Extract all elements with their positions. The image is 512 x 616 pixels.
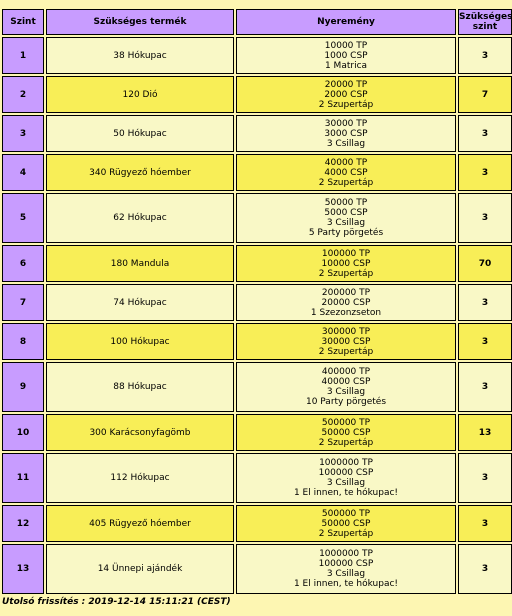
cell-level: 10	[2, 414, 44, 451]
prize-line: 10000 TP	[324, 40, 368, 51]
cell-level: 8	[2, 323, 44, 360]
prize-line: 3 Csillag	[326, 478, 366, 488]
cell-item: 180 Mandula	[46, 245, 234, 282]
prize-line: 40000 CSP	[321, 377, 371, 387]
table-row	[2, 76, 512, 113]
prize-line: 500000 TP	[321, 508, 371, 519]
cell-item: 340 Rügyező hóember	[46, 154, 234, 191]
prize-line: 40000 TP	[324, 157, 368, 168]
header-prize: Nyeremény	[236, 9, 456, 35]
last-updated: Utolsó frissítés : 2019-12-14 15:11:21 (CEST)	[2, 597, 231, 607]
cell-prize	[236, 453, 456, 503]
cell-item: 120 Dió	[46, 76, 234, 113]
prize-line: 500000 TP	[321, 417, 371, 428]
cell-prize	[236, 323, 456, 360]
table-row	[2, 323, 512, 360]
cell-item: 62 Hókupac	[46, 193, 234, 243]
cell-required-level: 3	[458, 284, 512, 321]
prize-line: 3 Csillag	[326, 218, 366, 228]
table-row	[2, 544, 512, 594]
cell-level: 1	[2, 37, 44, 74]
prize-line: 5000 CSP	[324, 208, 368, 218]
prize-line: 2 Szupertáp	[318, 268, 374, 279]
cell-prize	[236, 193, 456, 243]
cell-required-level: 3	[458, 362, 512, 412]
cell-item: 38 Hókupac	[46, 37, 234, 74]
prize-line: 5 Party pörgetés	[308, 228, 384, 238]
table-row	[2, 505, 512, 542]
table-row	[2, 284, 512, 321]
prize-line: 100000 TP	[321, 248, 371, 259]
table-row	[2, 362, 512, 412]
cell-required-level: 13	[458, 414, 512, 451]
cell-item: 50 Hókupac	[46, 115, 234, 152]
prize-line: 30000 TP	[324, 118, 368, 129]
cell-required-level: 70	[458, 245, 512, 282]
cell-required-level: 3	[458, 505, 512, 542]
cell-required-level: 3	[458, 154, 512, 191]
cell-level: 6	[2, 245, 44, 282]
cell-level: 2	[2, 76, 44, 113]
prize-line: 1 El innen, te hókupac!	[293, 579, 399, 589]
cell-level: 7	[2, 284, 44, 321]
prize-line: 100000 CSP	[318, 559, 374, 569]
prize-line: 2 Szupertáp	[318, 528, 374, 539]
prize-line: 2 Szupertáp	[318, 177, 374, 188]
cell-level: 12	[2, 505, 44, 542]
cell-prize	[236, 414, 456, 451]
prize-line: 2000 CSP	[324, 89, 368, 100]
prize-line: 10000 CSP	[321, 258, 371, 269]
cell-prize	[236, 284, 456, 321]
cell-item: 74 Hókupac	[46, 284, 234, 321]
cell-required-level: 3	[458, 544, 512, 594]
cell-prize	[236, 76, 456, 113]
prize-line: 300000 TP	[321, 326, 371, 337]
prize-line: 50000 TP	[324, 198, 368, 208]
cell-prize	[236, 154, 456, 191]
prize-line: 1 El innen, te hókupac!	[293, 488, 399, 498]
prize-line: 30000 CSP	[321, 336, 371, 347]
prize-line: 200000 TP	[321, 287, 371, 298]
prize-line: 100000 CSP	[318, 468, 374, 478]
header-required-line2: szint	[472, 22, 498, 32]
header-required	[458, 9, 512, 35]
table-row	[2, 414, 512, 451]
table-row	[2, 37, 512, 74]
prize-line: 20000 CSP	[321, 297, 371, 308]
prize-line: 1 Szezonzseton	[310, 307, 382, 318]
cell-item: 88 Hókupac	[46, 362, 234, 412]
cell-level: 11	[2, 453, 44, 503]
cell-item: 112 Hókupac	[46, 453, 234, 503]
cell-level: 9	[2, 362, 44, 412]
header-item: Szükséges termék	[46, 9, 234, 35]
cell-item: 300 Karácsonyfagömb	[46, 414, 234, 451]
prize-line: 3000 CSP	[324, 128, 368, 139]
table-row	[2, 154, 512, 191]
prize-line: 2 Szupertáp	[318, 437, 374, 448]
prize-line: 1 Matrica	[324, 60, 368, 71]
prize-line: 400000 TP	[321, 367, 371, 377]
cell-prize	[236, 544, 456, 594]
table-row	[2, 115, 512, 152]
table-row	[2, 453, 512, 503]
cell-item: 100 Hókupac	[46, 323, 234, 360]
cell-item: 405 Rügyező hóember	[46, 505, 234, 542]
cell-required-level: 3	[458, 115, 512, 152]
header-level: Szint	[2, 9, 44, 35]
prize-line: 10 Party pörgetés	[305, 397, 387, 407]
cell-required-level: 3	[458, 453, 512, 503]
prize-line: 3 Csillag	[326, 387, 366, 397]
cell-prize	[236, 505, 456, 542]
cell-required-level: 7	[458, 76, 512, 113]
prize-line: 20000 TP	[324, 79, 368, 90]
cell-required-level: 3	[458, 323, 512, 360]
table-row	[2, 193, 512, 243]
cell-level: 4	[2, 154, 44, 191]
prize-line: 2 Szupertáp	[318, 99, 374, 110]
cell-prize	[236, 245, 456, 282]
cell-required-level: 3	[458, 37, 512, 74]
cell-prize	[236, 115, 456, 152]
cell-required-level: 3	[458, 193, 512, 243]
prize-line: 3 Csillag	[326, 569, 366, 579]
table-body	[2, 37, 512, 594]
table-row	[2, 245, 512, 282]
cell-item: 14 Ünnepi ajándék	[46, 544, 234, 594]
prize-line: 1000000 TP	[319, 549, 373, 559]
header-required-line1: Szükséges	[459, 12, 512, 22]
cell-level: 5	[2, 193, 44, 243]
cell-prize	[236, 362, 456, 412]
prize-line: 50000 CSP	[321, 427, 371, 438]
prize-line: 50000 CSP	[321, 518, 371, 529]
prize-line: 1000000 TP	[319, 458, 373, 468]
prize-line: 1000 CSP	[324, 50, 368, 61]
cell-level: 13	[2, 544, 44, 594]
prize-line: 2 Szupertáp	[318, 346, 374, 357]
prize-line: 4000 CSP	[324, 167, 368, 178]
cell-prize	[236, 37, 456, 74]
prize-line: 3 Csillag	[326, 138, 366, 149]
header-row	[2, 9, 512, 35]
rewards-table	[0, 7, 512, 596]
cell-level: 3	[2, 115, 44, 152]
